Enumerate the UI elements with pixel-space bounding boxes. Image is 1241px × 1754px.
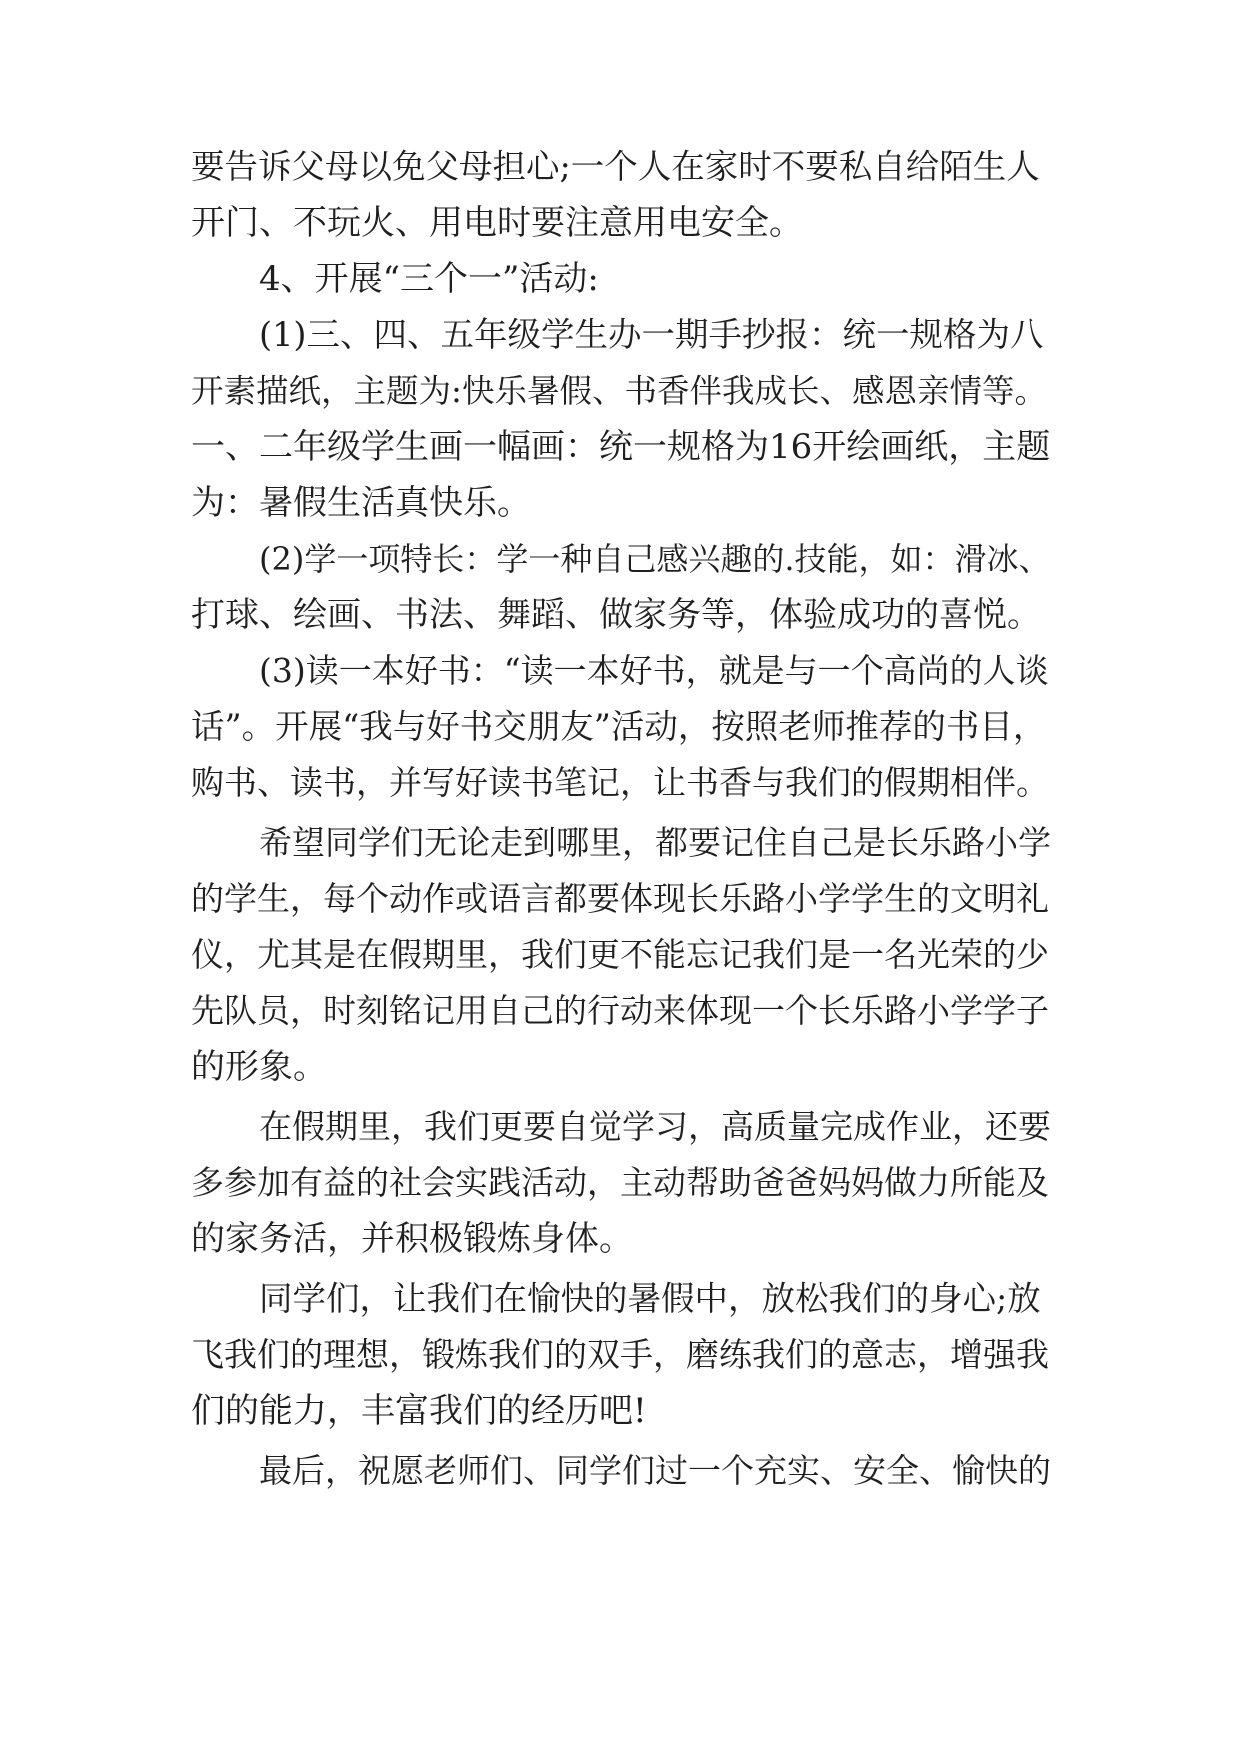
text-line: 的学生，每个动作或语言都要体现长乐路小学学生的文明礼: [191, 879, 1049, 918]
text-line: 多参加有益的社会实践活动，主动帮助爸爸妈妈做力所能及: [191, 1163, 1049, 1202]
text-line: 最后，祝愿老师们、同学们过一个充实、安全、愉快的: [259, 1451, 1051, 1490]
text-line: 开门、不玩火、用电时要注意用电安全。: [191, 203, 803, 243]
text-line: (2)学一项特长：学一种自己感兴趣的.技能，如：滑冰、: [259, 540, 1051, 578]
text-line: 们的能力，丰富我们的经历吧!: [191, 1391, 647, 1431]
text-line: 飞我们的理想，锻炼我们的双手，磨练我们的意志，增强我: [191, 1335, 1049, 1374]
text-line: 为：暑假生活真快乐。: [191, 483, 531, 523]
text-line: 一、二年级学生画一幅画：统一规格为16开绘画纸，主题: [191, 427, 1051, 467]
text-line: 的形象。: [191, 1047, 327, 1087]
text-line: 仪，尤其是在假期里，我们更不能忘记我们是一名光荣的少: [191, 935, 1049, 974]
text-line: 打球、绘画、书法、舞蹈、做家务等，体验成功的喜悦。: [191, 595, 1041, 635]
text-line: 开素描纸，主题为:快乐暑假、书香伴我成长、感恩亲情等。: [191, 372, 1047, 410]
text-line: 希望同学们无论走到哪里，都要记住自己是长乐路小学: [259, 823, 1051, 862]
text-line: 在假期里，我们更要自觉学习，高质量完成作业，还要: [259, 1107, 1051, 1146]
text-line: 话”。开展“我与好书交朋友”活动，按照老师推荐的书目，: [191, 707, 1047, 746]
text-line: 要告诉父母以免父母担心;一个人在家时不要私自给陌生人: [191, 147, 1040, 186]
text-line: 同学们，让我们在愉快的暑假中，放松我们的身心;放: [259, 1279, 1041, 1318]
text-line: (3)读一本好书：“读一本好书，就是与一个高尚的人谈: [259, 651, 1049, 690]
text-line: 4、开展“三个一”活动:: [259, 259, 599, 299]
text-line: 购书、读书，并写好读书笔记，让书香与我们的假期相伴。: [191, 763, 1049, 802]
text-line: 先队员，时刻铭记用自己的行动来体现一个长乐路小学学子: [191, 991, 1049, 1030]
text-line: (1)三、四、五年级学生办一期手抄报：统一规格为八: [259, 315, 1044, 354]
text-line: 的家务活，并积极锻炼身体。: [191, 1219, 633, 1259]
